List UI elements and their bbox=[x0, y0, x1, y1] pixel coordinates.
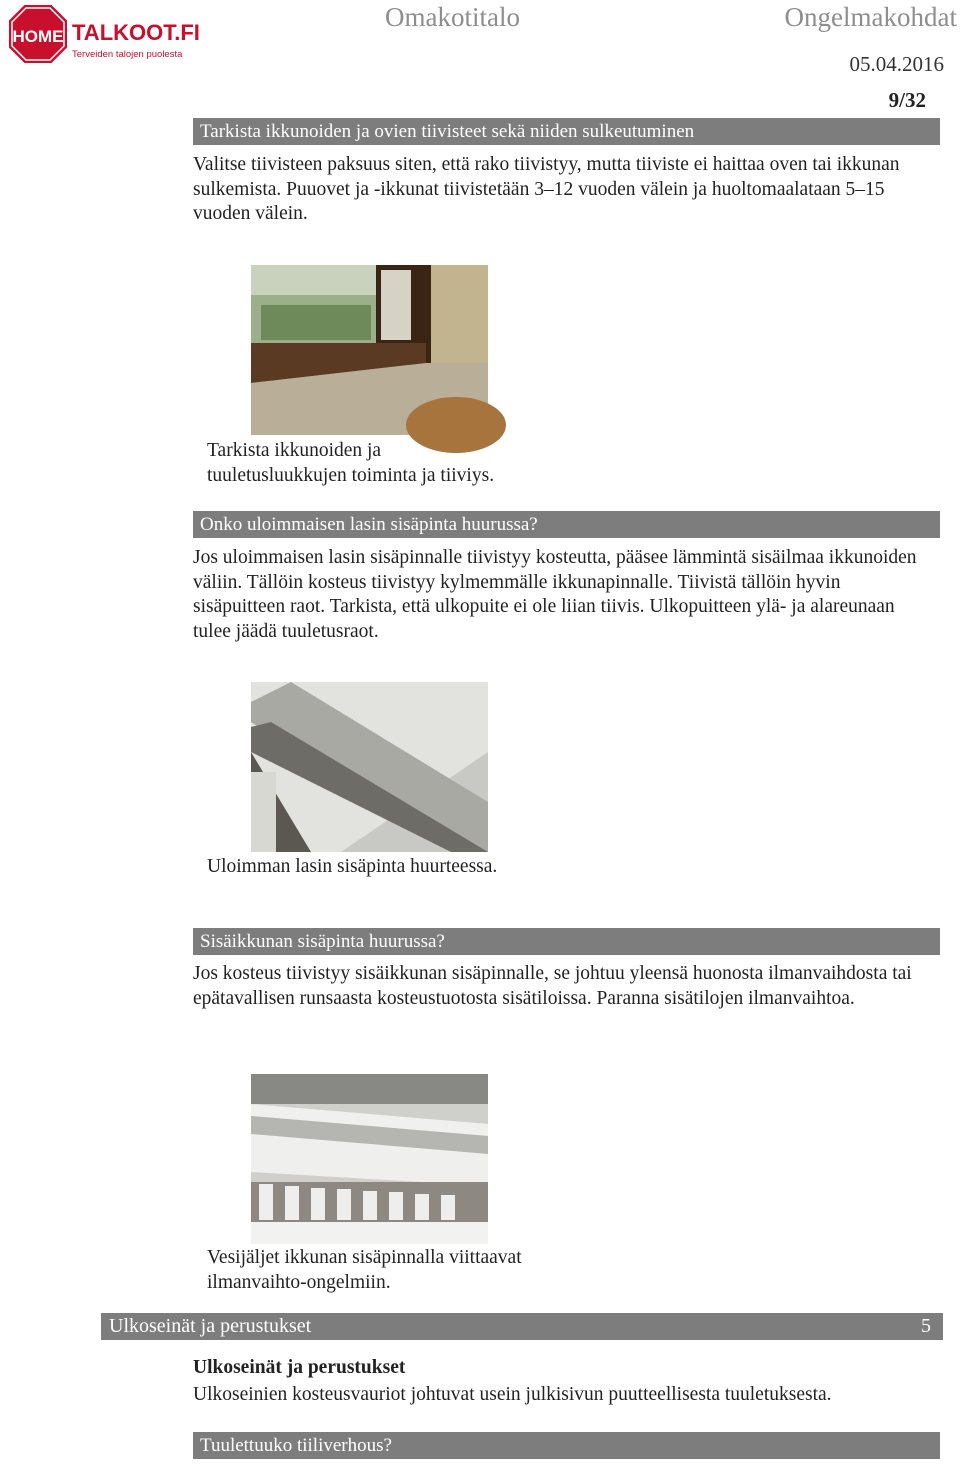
photo-window-frame bbox=[251, 265, 488, 435]
section-heading-seals: Tarkista ikkunoiden ja ovien tiivisteet sekä niiden sulkeutuminen bbox=[193, 118, 940, 145]
chapter-bar bbox=[101, 1313, 943, 1340]
section-heading-outer-glass: Onko uloimmaisen lasin sisäpinta huurussa? bbox=[193, 511, 940, 538]
svg-text:Terveiden talojen puolesta: Terveiden talojen puolesta bbox=[72, 49, 183, 60]
photo-frosted-glass bbox=[251, 682, 488, 852]
photo-caption-window-frame: Tarkista ikkunoiden ja tuuletusluukkujen toiminta ja tiiviys. bbox=[207, 440, 495, 486]
svg-text:HOME: HOME bbox=[12, 27, 64, 46]
hometalkoot-logo bbox=[6, 2, 200, 66]
section-body-outer-glass: Jos uloimmaisen lasin sisäpinnalle tiivistyy kosteutta, pääsee lämmintä sisäilmaa ikkunoiden väliin. Tällöin kosteus tiivistyy kylmemmälle ikkunapinnalle. Tiivistä tällöin hyvin sisäpuitteen raot. Tarkista, että ulkopuite ei ole liian tiivis. Ulkopuitteen ylä- ja alareunaan tulee jäädä tuuletusraot. bbox=[193, 547, 917, 642]
photo-caption-water-marks: Vesijäljet ikkunan sisäpinnalla viittaavat ilmanvaihto-ongelmiin. bbox=[207, 1247, 522, 1293]
chapter-number: 5 bbox=[921, 1315, 931, 1337]
header-title-right: Ongelmakohdat bbox=[784, 2, 957, 32]
header-date: 05.04.2016 bbox=[849, 52, 944, 76]
section-body-inner-glass: Jos kosteus tiivistyy sisäikkunan sisäpinnalle, se johtuu yleensä huonosta ilmanvaihdosta tai epätavallisen runsaasta kosteustuotosta sisätiloissa. Paranna sisätilojen ilmanvaihtoa. bbox=[193, 963, 912, 1009]
section-heading-brick-cladding: Tuulettuuko tiiliverhous? bbox=[193, 1432, 940, 1459]
section-heading-inner-glass: Sisäikkunan sisäpinta huurussa? bbox=[193, 928, 940, 955]
section-body-seals: Valitse tiivisteen paksuus siten, että rako tiivistyy, mutta tiiviste ei haittaa oven tai ikkunan sulkemista. Puuovet ja -ikkunat tiivistetään 3–12 vuoden välein ja huoltomaalataan 5–15 vuoden välein. bbox=[193, 154, 900, 224]
chapter-body: Ulkoseinien kosteusvauriot johtuvat usein julkisivun puutteellisesta tuuletuksesta. bbox=[193, 1384, 832, 1405]
svg-text:TALKOOT.FI: TALKOOT.FI bbox=[72, 20, 200, 45]
photo-water-marks bbox=[251, 1074, 488, 1244]
photo-caption-frosted-glass: Uloimman lasin sisäpinta huurteessa. bbox=[207, 856, 498, 877]
page-number: 9/32 bbox=[888, 88, 926, 112]
header-title-left: Omakotitalo bbox=[385, 2, 520, 32]
chapter-title: Ulkoseinät ja perustukset bbox=[109, 1315, 312, 1337]
chapter-subheading: Ulkoseinät ja perustukset bbox=[193, 1357, 406, 1378]
